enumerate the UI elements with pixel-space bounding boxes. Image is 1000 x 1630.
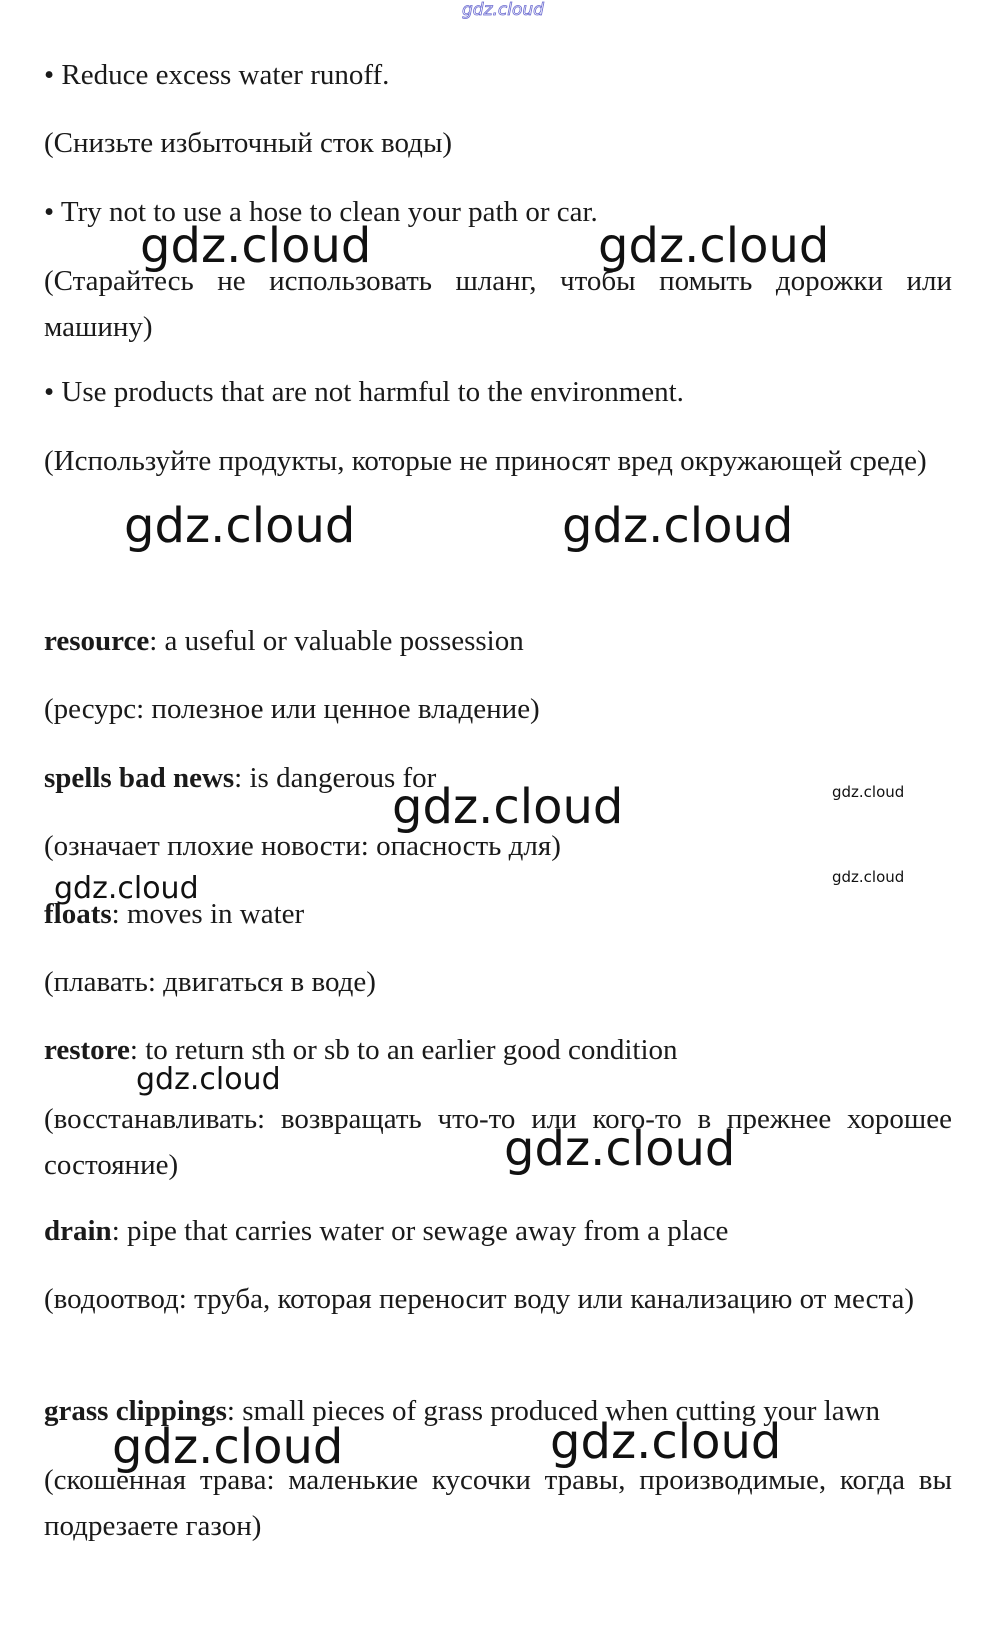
watermark: gdz.cloud [140,218,372,274]
glossary-definition: : pipe that carries water or sewage away from a place [111,1215,729,1247]
watermark: gdz.cloud [832,783,905,801]
glossary-term: drain [44,1215,112,1247]
watermark: gdz.cloud [124,498,356,554]
glossary-term: restore [44,1034,130,1066]
watermark: gdz.cloud [392,779,624,835]
glossary-definition: : a useful or valuable possession [149,625,524,657]
bullet-reduce-runoff: • Reduce excess water runoff. [44,59,390,91]
glossary-translation-drain: (водоотвод: труба, которая переносит воду или канализацию от места) [44,1283,915,1315]
glossary-translation-floats: (плавать: двигаться в воде) [44,966,376,998]
glossary-translation-restore: (восстанавливать: возвращать что-то или кого-то в прежнее хорошее состояние) [44,1103,952,1181]
glossary-translation-grass-clippings: (скошенная трава: маленькие кусочки травы, производимые, когда вы подрезаете газон) [44,1464,952,1542]
glossary-entry-drain [44,1208,952,1254]
watermark: gdz.cloud [832,868,905,886]
watermark: gdz.cloud [504,1121,736,1177]
watermark: gdz.cloud [136,1062,281,1097]
watermark: gdz.cloud [54,871,199,906]
glossary-translation-resource: (ресурс: полезное или ценное владение) [44,693,540,725]
watermark: gdz.cloud [562,498,794,554]
bullet-no-hose: • Try not to use a hose to clean your path or car. [44,196,598,228]
glossary-term: resource [44,625,150,657]
bullet-safe-products: • Use products that are not harmful to the environment. [44,376,684,408]
translation-safe-products: (Используйте продукты, которые не приносят вред окружающей среде) [44,445,927,477]
glossary-definition: : moves in water [111,898,305,930]
translation-no-hose: (Старайтесь не использовать шланг, чтобы помыть дорожки или машину) [44,265,952,343]
translation-reduce-runoff: (Снизьте избыточный сток воды) [44,127,453,159]
glossary-definition: : is dangerous for [234,762,437,794]
watermark: gdz.cloud [112,1419,344,1475]
glossary-definition: : to return sth or sb to an earlier good condition [129,1034,678,1066]
watermark: gdz.cloud [550,1414,782,1470]
glossary-term: spells bad news [44,762,235,794]
glossary-term: grass clippings [44,1395,227,1427]
glossary-definition: : small pieces of grass produced when cutting your lawn [226,1395,881,1427]
glossary-translation-spells-bad-news: (означает плохие новости: опасность для) [44,830,561,862]
glossary-term: floats [44,898,112,930]
glossary-entry-resource [44,618,952,664]
site-mark-header: gdz.cloud [462,0,544,20]
watermark: gdz.cloud [598,218,830,274]
